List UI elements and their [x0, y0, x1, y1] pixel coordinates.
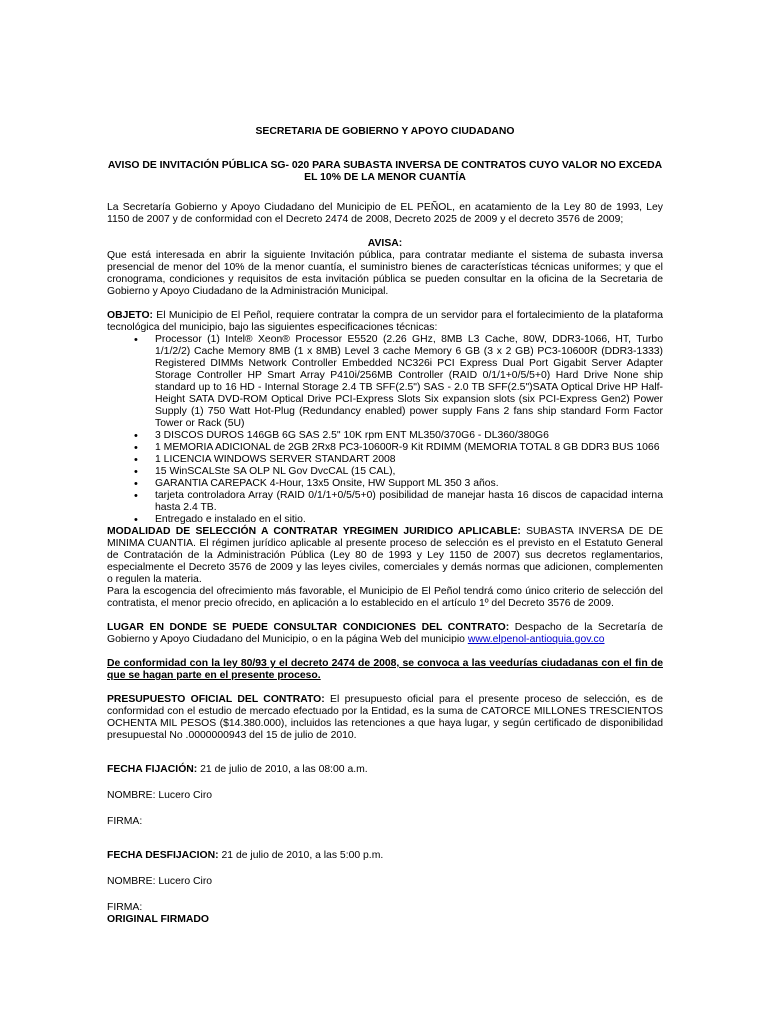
escogencia-paragraph: Para la escogencia del ofrecimiento más favorable, el Municipio de El Peñol tendrá como único criterio de selección del contratista, el menor precio ofrecido, en aplicación a lo establecido en el artículo 1º del Decreto 3576 de 2009.	[107, 586, 663, 609]
objeto-label: OBJETO:	[107, 310, 153, 321]
fecha-desfijacion-text: 21 de julio de 2010, a las 5:00 p.m.	[218, 850, 384, 861]
objeto-paragraph	[107, 310, 663, 334]
document-body	[107, 126, 663, 926]
modalidad-paragraph	[107, 526, 663, 586]
presupuesto-text: El presupuesto oficial para el presente proceso de selección, es de conformidad con el estudio de mercado efectuado por la Entidad, es la suma de CATORCE MILLONES TRESCIENTOS OCHENTA MIL PESOS ($14.380.000), incluidos las retenciones a que haya lugar, y según certificado de disponibilidad presupuestal No .0000000943 del 15 de julio de 2010.	[107, 694, 663, 741]
lugar-label: LUGAR EN DONDE SE PUEDE CONSULTAR CONDICIONES DEL CONTRATO:	[107, 622, 510, 633]
municipio-website-link[interactable]: www.elpenol-antioquia.gov.co	[467, 634, 605, 645]
modalidad-label: MODALIDAD DE SELECCIÓN A CONTRATAR YREGIMEN JURIDICO APLICABLE:	[107, 526, 521, 537]
list-item: • tarjeta controladora Array (RAID 0/1/1+0/5/5+0) posibilidad de manejar hasta 16 discos de capacidad interna hasta 2.4 TB.	[155, 490, 663, 514]
fecha-fijacion-label: FECHA FIJACIÓN:	[107, 764, 198, 775]
original-firmado: ORIGINAL FIRMADO	[107, 914, 209, 925]
nombre-fijacion: NOMBRE: Lucero Ciro	[107, 790, 213, 801]
intro-paragraph: La Secretaría Gobierno y Apoyo Ciudadano del Municipio de EL PEÑOL, en acatamiento de la Ley 80 de 1993, Ley 1150 de 2007 y de conformidad con el Decreto 2474 de 2008, Decreto 2025 de 2009 y el decreto 3576 de 2009;	[107, 202, 663, 225]
avisa-paragraph: Que está interesada en abrir la siguiente Invitación pública, para contratar mediante el sistema de subasta inversa presencial de menor del 10% de la menor cuantía, el suministro bienes de características técnicas uniformes; y que el cronograma, condiciones y requisitos de esta invitación pública se pueden consultar en la oficina de la Secretaria de Gobierno y Apoyo Ciudadano de la Administración Municipal.	[107, 250, 663, 297]
list-item: • 15 WinSCALSte SA OLP NL Gov DvcCAL (15 CAL),	[155, 466, 663, 478]
list-item: • 1 MEMORIA ADICIONAL de 2GB 2Rx8 PC3-10600R-9 Kit RDIMM (MEMORIA TOTAL 8 GB DDR3 BUS 1066	[155, 442, 663, 454]
lugar-text: Despacho de la Secretaría de Gobierno y Apoyo Ciudadano del Municipio, o en la página Web del municipio	[107, 622, 663, 645]
specs-list	[107, 334, 663, 526]
fecha-desfijacion-label: FECHA DESFIJACION:	[107, 850, 219, 861]
fecha-fijacion	[107, 764, 663, 776]
presupuesto-label: PRESUPUESTO OFICIAL DEL CONTRATO:	[107, 694, 325, 705]
document-heading: SECRETARIA DE GOBIERNO Y APOYO CIUDADANO	[255, 126, 515, 137]
firma-fijacion: FIRMA:	[107, 816, 143, 827]
list-item: • 3 DISCOS DUROS 146GB 6G SAS 2.5" 10K rpm ENT ML350/370G6 - DL360/380G6	[155, 430, 663, 442]
modalidad-text: SUBASTA INVERSA DE DE MINIMA CUANTIA. El régimen jurídico aplicable al presente proceso de selección es el previsto en el Estatuto General de Contratación de la Administración Pública (Ley 80 de 1993 y Ley 1150 de 2007) sus decretos reglamentarios, especialmente el Decreto 3576 de 2009 y las leyes civiles, comerciales y demás normas que adicionen, complementen o regulen la materia.	[107, 526, 663, 585]
firma-desfijacion: FIRMA:	[107, 902, 143, 913]
list-item: • GARANTIA CAREPACK 4-Hour, 13x5 Onsite, HW Support ML 350 3 años.	[155, 478, 663, 490]
document-subheading: AVISO DE INVITACIÓN PÚBLICA SG- 020 PARA SUBASTA INVERSA DE CONTRATOS CUYO VALOR NO EXCEDA EL 10% DE LA MENOR CUANTÍA	[107, 160, 663, 183]
list-item: • 1 LICENCIA WINDOWS SERVER STANDART 2008	[155, 454, 663, 466]
fecha-desfijacion	[107, 850, 663, 862]
objeto-text: El Municipio de El Peñol, requiere contratar la compra de un servidor para el fortalecimiento de la plataforma tecnológica del municipio, bajo las siguientes especificaciones técnicas:	[107, 310, 663, 333]
list-item: • Entregado e instalado en el sitio.	[155, 514, 663, 526]
nombre-desfijacion: NOMBRE: Lucero Ciro	[107, 876, 213, 887]
lugar-paragraph	[107, 622, 663, 646]
fecha-fijacion-text: 21 de julio de 2010, a las 08:00 a.m.	[197, 764, 368, 775]
presupuesto-paragraph	[107, 694, 663, 742]
avisa-label: AVISA:	[367, 238, 403, 249]
list-item: • Processor (1) Intel® Xeon® Processor E5520 (2.26 GHz, 8MB L3 Cache, 80W, DDR3-1066, HT, Turbo 1/1/2/2) Cache Memory 8MB (1 x 8MB) Level 3 cache Memory 6 GB (3 x 2 GB) PC3-10600R (DDR3-1333) Registered DIMMs Network Controller Embedded NC326i PCI Express Dual Port Gigabit Server Adapter Storage Controller HP Smart Array P410i/256MB Controller (RAID 0/1/1+0/5/5+0) Hard Drive None ship standard up to 16 HD - Internal Storage 2.4 TB SFF(2.5") SAS - 2.0 TB SFF(2.5")SATA Optical Drive HP Half-Height SATA DVD-ROM Optical Drive PCI-Express Slots Six expansion slots (six PCI-Express Gen2) Power Supply (1) 750 Watt Hot-Plug (Redundancy enabled) power supply Fans 2 fans ship standard Form Factor Tower or Rack (5U)	[155, 334, 663, 430]
veedurias-paragraph: De conformidad con la ley 80/93 y el decreto 2474 de 2008, se convoca a las veedurías ciudadanas con el fin de que se hagan parte en el presente proceso.	[107, 658, 663, 681]
